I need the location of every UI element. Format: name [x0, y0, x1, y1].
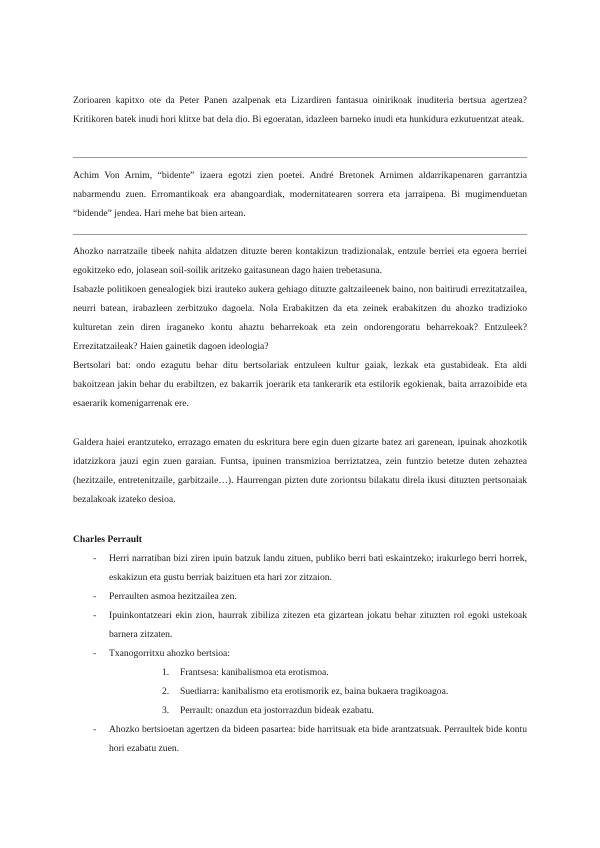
- horizontal-rule: [73, 157, 527, 158]
- list-item: [73, 644, 527, 663]
- paragraph-narratzaile: Ahozko narratzaile tibeek nahita aldatzen dituzte beren kontakizun tradizionalak, entzule berriei eta egoera berriei egokitzeko edo, jolasean soil-soilik aritzeko gaitasunean dago haien trebetasuna.: [73, 246, 527, 276]
- numbered-item-text: Suediarra: kanibalismo eta erotismorik ez, baina bukaera tragikoagoa.: [180, 686, 449, 697]
- item-number: 2.: [162, 686, 170, 697]
- paragraph-arnim: Achim Von Arnim, “bidente” izaera egotzi zien poetei. André Bretonek Arnimen aldarrikapenaren garrantzia nabarmendu zuen. Erromantikoak era abangoardiak, modernitatearen sorrera eta jarraipena. Bi mugimenduetan “bidende” jendea. Hari mehe bat bien artean.: [73, 170, 527, 219]
- numbered-item-text: Frantsesa: kanibalismoa eta erotismoa.: [180, 667, 329, 678]
- list-item: [73, 720, 527, 758]
- item-number: 1.: [162, 667, 170, 678]
- list-item-text: Ahozko bertsioetan agertzen da bideen pasartea: bide harritsuak eta bide arantzatsuak. Perraultek bide kontu hori ezabatu zuen.: [109, 724, 527, 754]
- list-item-text: Txanogorritxu ahozko bertsioa:: [109, 648, 230, 659]
- list-item-text: Perraulten asmoa hezitzailea zen.: [109, 591, 237, 602]
- list-item-text: Ipuinkontatzeari ekin zion, haurrak zibiliza zitezen eta gizartean jokatu behar zituzten rol egoki ustekoak barnera zitzaten.: [109, 610, 527, 640]
- item-number: 3.: [162, 705, 170, 716]
- horizontal-rule: [73, 234, 527, 235]
- numbered-item: [162, 682, 527, 701]
- list-item-text: Herri narratiban bizi ziren ipuin batzuk landu zituen, publiko berri bati eskaintzeko; irakurlego berri horrek, eskakizun eta gustu berriak baizituen eta hari zor zitzaion.: [109, 553, 527, 583]
- paragraph-peter-pan: Zorioaren kapitxo ote da Peter Panen azalpenak eta Lizardiren fantasua oinirikoak inuditeria bertsua agertzea? Kritikoren batek inudi hori klitxe bat dela dio. Bi egoeratan, idazleen barneko inudi eta hunkidura ezkutuentzat ateak.: [73, 95, 527, 125]
- paragraph-irabazle: Isabazle politikoen genealogiek bizi irauteko aukera gehiago dituzte galtzaileenek baino, non baitirudi errezitatzailea, neurri batean, irabazleen zerbitzuko dagoela. Nola Erabakitzen da eta zeinek erabakitzen du ahozko tradizioko kulturetan zein diren iraganeko kontu ahaztu beharrekoak eta zein ondorengoratu beharrekoak? Entzuleek? Errezitatzaileak? Haien gainetik dagoen ideologia?: [73, 284, 527, 352]
- list-item: [73, 606, 527, 644]
- section-heading: Charles Perrault: [73, 534, 143, 545]
- list-item: [73, 587, 527, 606]
- paragraph-galdera: Galdera haiei erantzuteko, errazago ematen du eskritura bere egin duen gizarte batez ari garenean, ipuinak ahozkotik idatzizkora jauzi egin zuen garaian. Funtsa, ipuinen transmizioa berriztatzea, zein funtzio betetze duten zehaztea (hezitzaile, entretenitzaile, garbitzaile…). Haurrengan pizten dute zoriontsu bilakatu direla ikusi dituzten pertsonaiak bezalakoak izateko desioa.: [73, 437, 527, 505]
- dash-bullet: -: [93, 610, 97, 621]
- dash-bullet: -: [93, 724, 97, 735]
- numbered-item-text: Perrault: onazdun eta jostorrazdun bideak ezabatu.: [180, 705, 374, 716]
- numbered-item: [162, 701, 527, 720]
- numbered-item: [162, 663, 527, 682]
- list-item: [73, 549, 527, 587]
- dash-bullet: -: [93, 648, 97, 659]
- paragraph-bertsolari: Bertsolari bat: ondo ezagutu behar ditu bertsolariak entzuleen kultur gaiak, lezkak eta gustabideak. Eta aldi bakoitzean jakin behar du erabiltzen, ez bakarrik joerarik eta tankerarik eta estilorik egokienak, baita arrazoibide eta esaerarik komenigarrenak ere.: [73, 360, 527, 409]
- dash-bullet: -: [93, 591, 97, 602]
- dash-bullet: -: [93, 553, 97, 564]
